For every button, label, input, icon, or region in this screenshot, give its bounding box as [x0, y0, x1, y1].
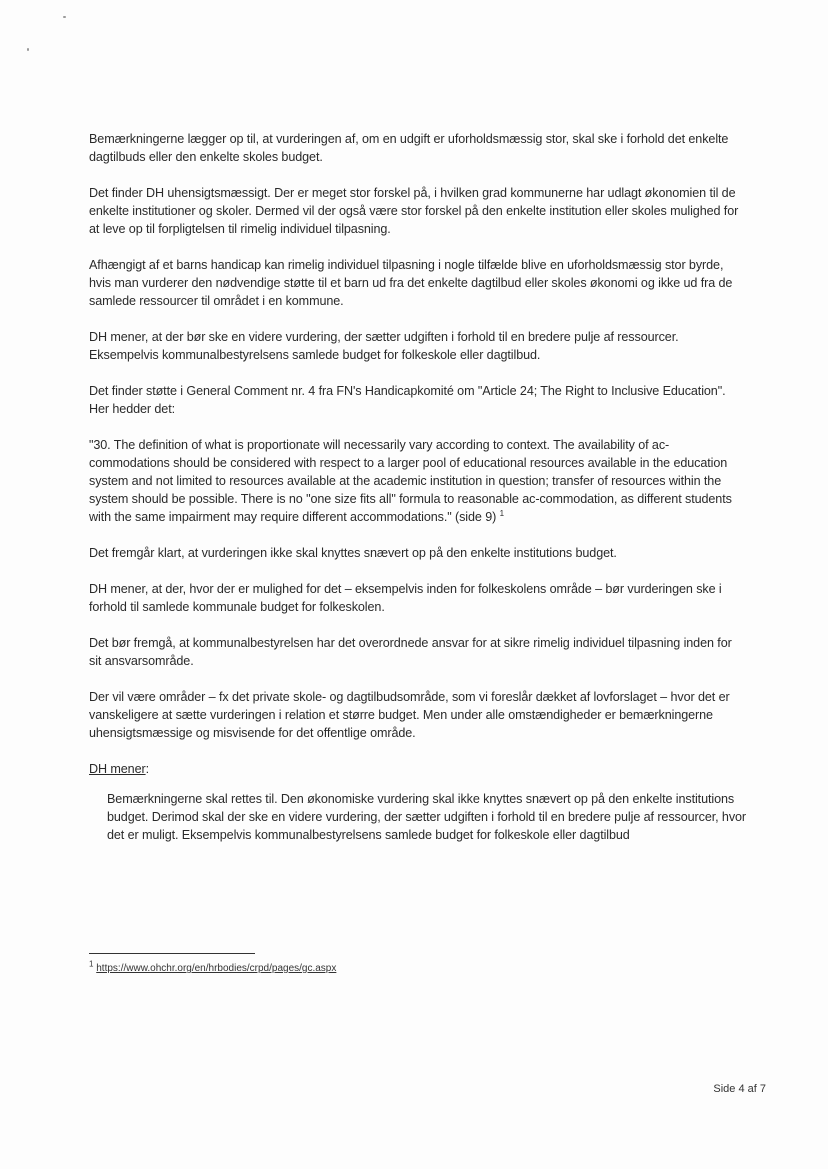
scan-speck: [63, 16, 66, 18]
paragraph: Det bør fremgå, at kommunalbestyrelsen har det overordnede ansvar for at sikre rimelig individuel tilpasning inden for sit ansvarsområde.: [89, 636, 732, 668]
quote-text: "30. The definition of what is proportionate will necessarily vary according to context. The availability of ac-commodations should be considered with respect to a larger pool of educational resources available in the education system and not limited to resources available at the academic institution in question; transfer of resources within the system should be possible. There is no "one size fits all" formula to reasonable ac-commodation, as different students with the same impairment may require different accommodations." (side 9): [89, 438, 732, 524]
quote-block: [89, 436, 739, 526]
paragraph: Afhængigt af et barns handicap kan rimelig individuel tilpasning i nogle tilfælde blive en uforholdsmæssig stor byrde, hvis man vurderer den nødvendige støtte til et barn ud fra det enkelte dagtilbud eller skoles økonomi og ikke ud fra de samlede ressourcer til området i en kommune.: [89, 258, 733, 308]
footnote-reference[interactable]: 1: [499, 508, 504, 518]
paragraph: Bemærkningerne lægger op til, at vurderingen af, om en udgift er uforholdsmæssig stor, skal ske i forhold det enkelte dagtilbuds eller den enkelte skoles budget.: [89, 132, 729, 164]
section-heading: [89, 760, 739, 778]
footnote-number: 1: [89, 959, 94, 969]
paragraph: DH mener, at der bør ske en videre vurdering, der sætter udgiften i forhold til en bredere pulje af ressourcer. Eksempelvis kommunalbestyrelsens samlede budget for folkeskole eller dagtilbud.: [89, 330, 679, 362]
body-text: [89, 130, 747, 844]
paragraph: Det fremgår klart, at vurderingen ikke skal knyttes snævert op på den enkelte institutions budget.: [89, 546, 617, 560]
paragraph: Det finder støtte i General Comment nr. 4 fra FN's Handicapkomité om "Article 24; The Right to Inclusive Education". Her hedder det:: [89, 384, 726, 416]
paragraph: Der vil være områder – fx det private skole- og dagtilbudsområde, som vi foreslår dækket af lovforslaget – hvor det er vanskeligere at sætte vurderingen i relation et større budget. Men under alle omstændigheder er bemærkningerne uhensigtsmæssige og misvisende for det offentlige område.: [89, 690, 730, 740]
footnote-divider: [89, 953, 255, 954]
section-heading-text: DH mener: [89, 762, 146, 776]
scan-speck: [27, 48, 29, 51]
page-number: Side 4 af 7: [713, 1083, 766, 1095]
paragraph: Det finder DH uhensigtsmæssigt. Der er meget stor forskel på, i hvilken grad kommunerne har udlagt økonomien til de enkelte institutioner og skoler. Dermed vil der også være stor forskel på den enkelte institution eller skoles mulighed for at leve op til forpligtelsen til rimelig individuel tilpasning.: [89, 186, 739, 236]
footnote-link[interactable]: https://www.ohchr.org/en/hrbodies/crpd/pages/gc.aspx: [96, 963, 337, 974]
dh-statement: Bemærkningerne skal rettes til. Den økonomiske vurdering skal ikke knyttes snævert op på den enkelte institutions budget. Derimod skal der ske en videre vurdering, der sætter udgiften i forhold til en bredere pulje af ressourcer, hvor det er muligt. Eksempelvis kommunalbestyrelsens samlede budget for folkeskole eller dagtilbud: [107, 792, 747, 842]
paragraph: DH mener, at der, hvor der er mulighed for det – eksempelvis inden for folkeskolens område – bør vurderingen ske i forhold til samlede kommunale budget for folkeskolen.: [89, 582, 722, 614]
section-heading-colon: :: [145, 762, 149, 776]
footnote: [89, 959, 337, 975]
